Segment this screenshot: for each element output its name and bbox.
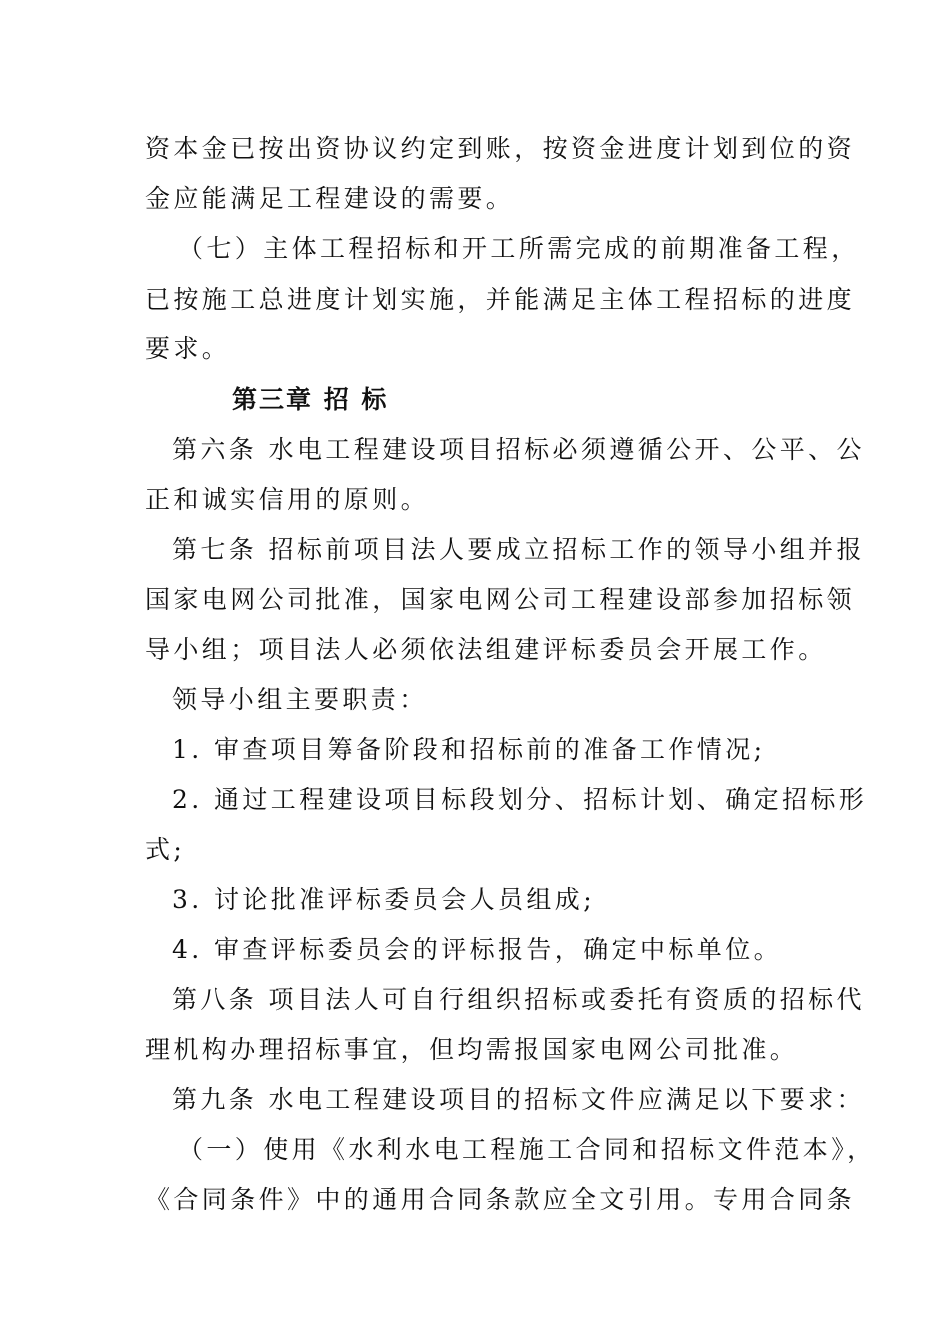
paragraph-line: 式;: [145, 835, 186, 864]
paragraph-line: 领导小组主要职责：: [172, 685, 428, 714]
paragraph-line: 导小组；项目法人必须依法组建评标委员会开展工作。: [145, 635, 827, 664]
list-item: 4. 审查评标委员会的评标报告，确定中标单位。: [172, 935, 783, 964]
list-item: 3. 讨论批准评标委员会人员组成;: [172, 885, 596, 914]
paragraph-line: 第六条 水电工程建设项目招标必须遵循公开、公平、公: [172, 435, 865, 464]
paragraph-line: （七）主体工程招标和开工所需完成的前期准备工程，: [178, 234, 860, 263]
paragraph-line: （一）使用《水利水电工程施工合同和招标文件范本》，: [178, 1135, 876, 1164]
paragraph-line: 已按施工总进度计划实施，并能满足主体工程招标的进度: [145, 285, 856, 314]
paragraph-line: 第七条 招标前项目法人要成立招标工作的领导小组并报: [172, 535, 865, 564]
paragraph-line: 要求。: [145, 334, 231, 363]
chapter-heading: 第三章 招 标: [232, 385, 389, 414]
list-item: 1. 审查项目筹备阶段和招标前的准备工作情况;: [172, 735, 766, 764]
paragraph-line: 第九条 水电工程建设项目的招标文件应满足以下要求：: [172, 1085, 865, 1114]
paragraph-line: 金应能满足工程建设的需要。: [145, 184, 515, 213]
paragraph-line: 理机构办理招标事宜，但均需报国家电网公司批准。: [145, 1035, 799, 1064]
list-item: 2. 通过工程建设项目标段划分、招标计划、确定招标形: [172, 785, 868, 814]
paragraph-line: 国家电网公司批准，国家电网公司工程建设部参加招标领: [145, 585, 856, 614]
paragraph-line: 第八条 项目法人可自行组织招标或委托有资质的招标代: [172, 985, 865, 1014]
paragraph-line: 资本金已按出资协议约定到账，按资金进度计划到位的资: [145, 134, 856, 163]
paragraph-line: 正和诚实信用的原则。: [145, 485, 430, 514]
paragraph-line: 《合同条件》中的通用合同条款应全文引用。专用合同条: [145, 1185, 856, 1214]
